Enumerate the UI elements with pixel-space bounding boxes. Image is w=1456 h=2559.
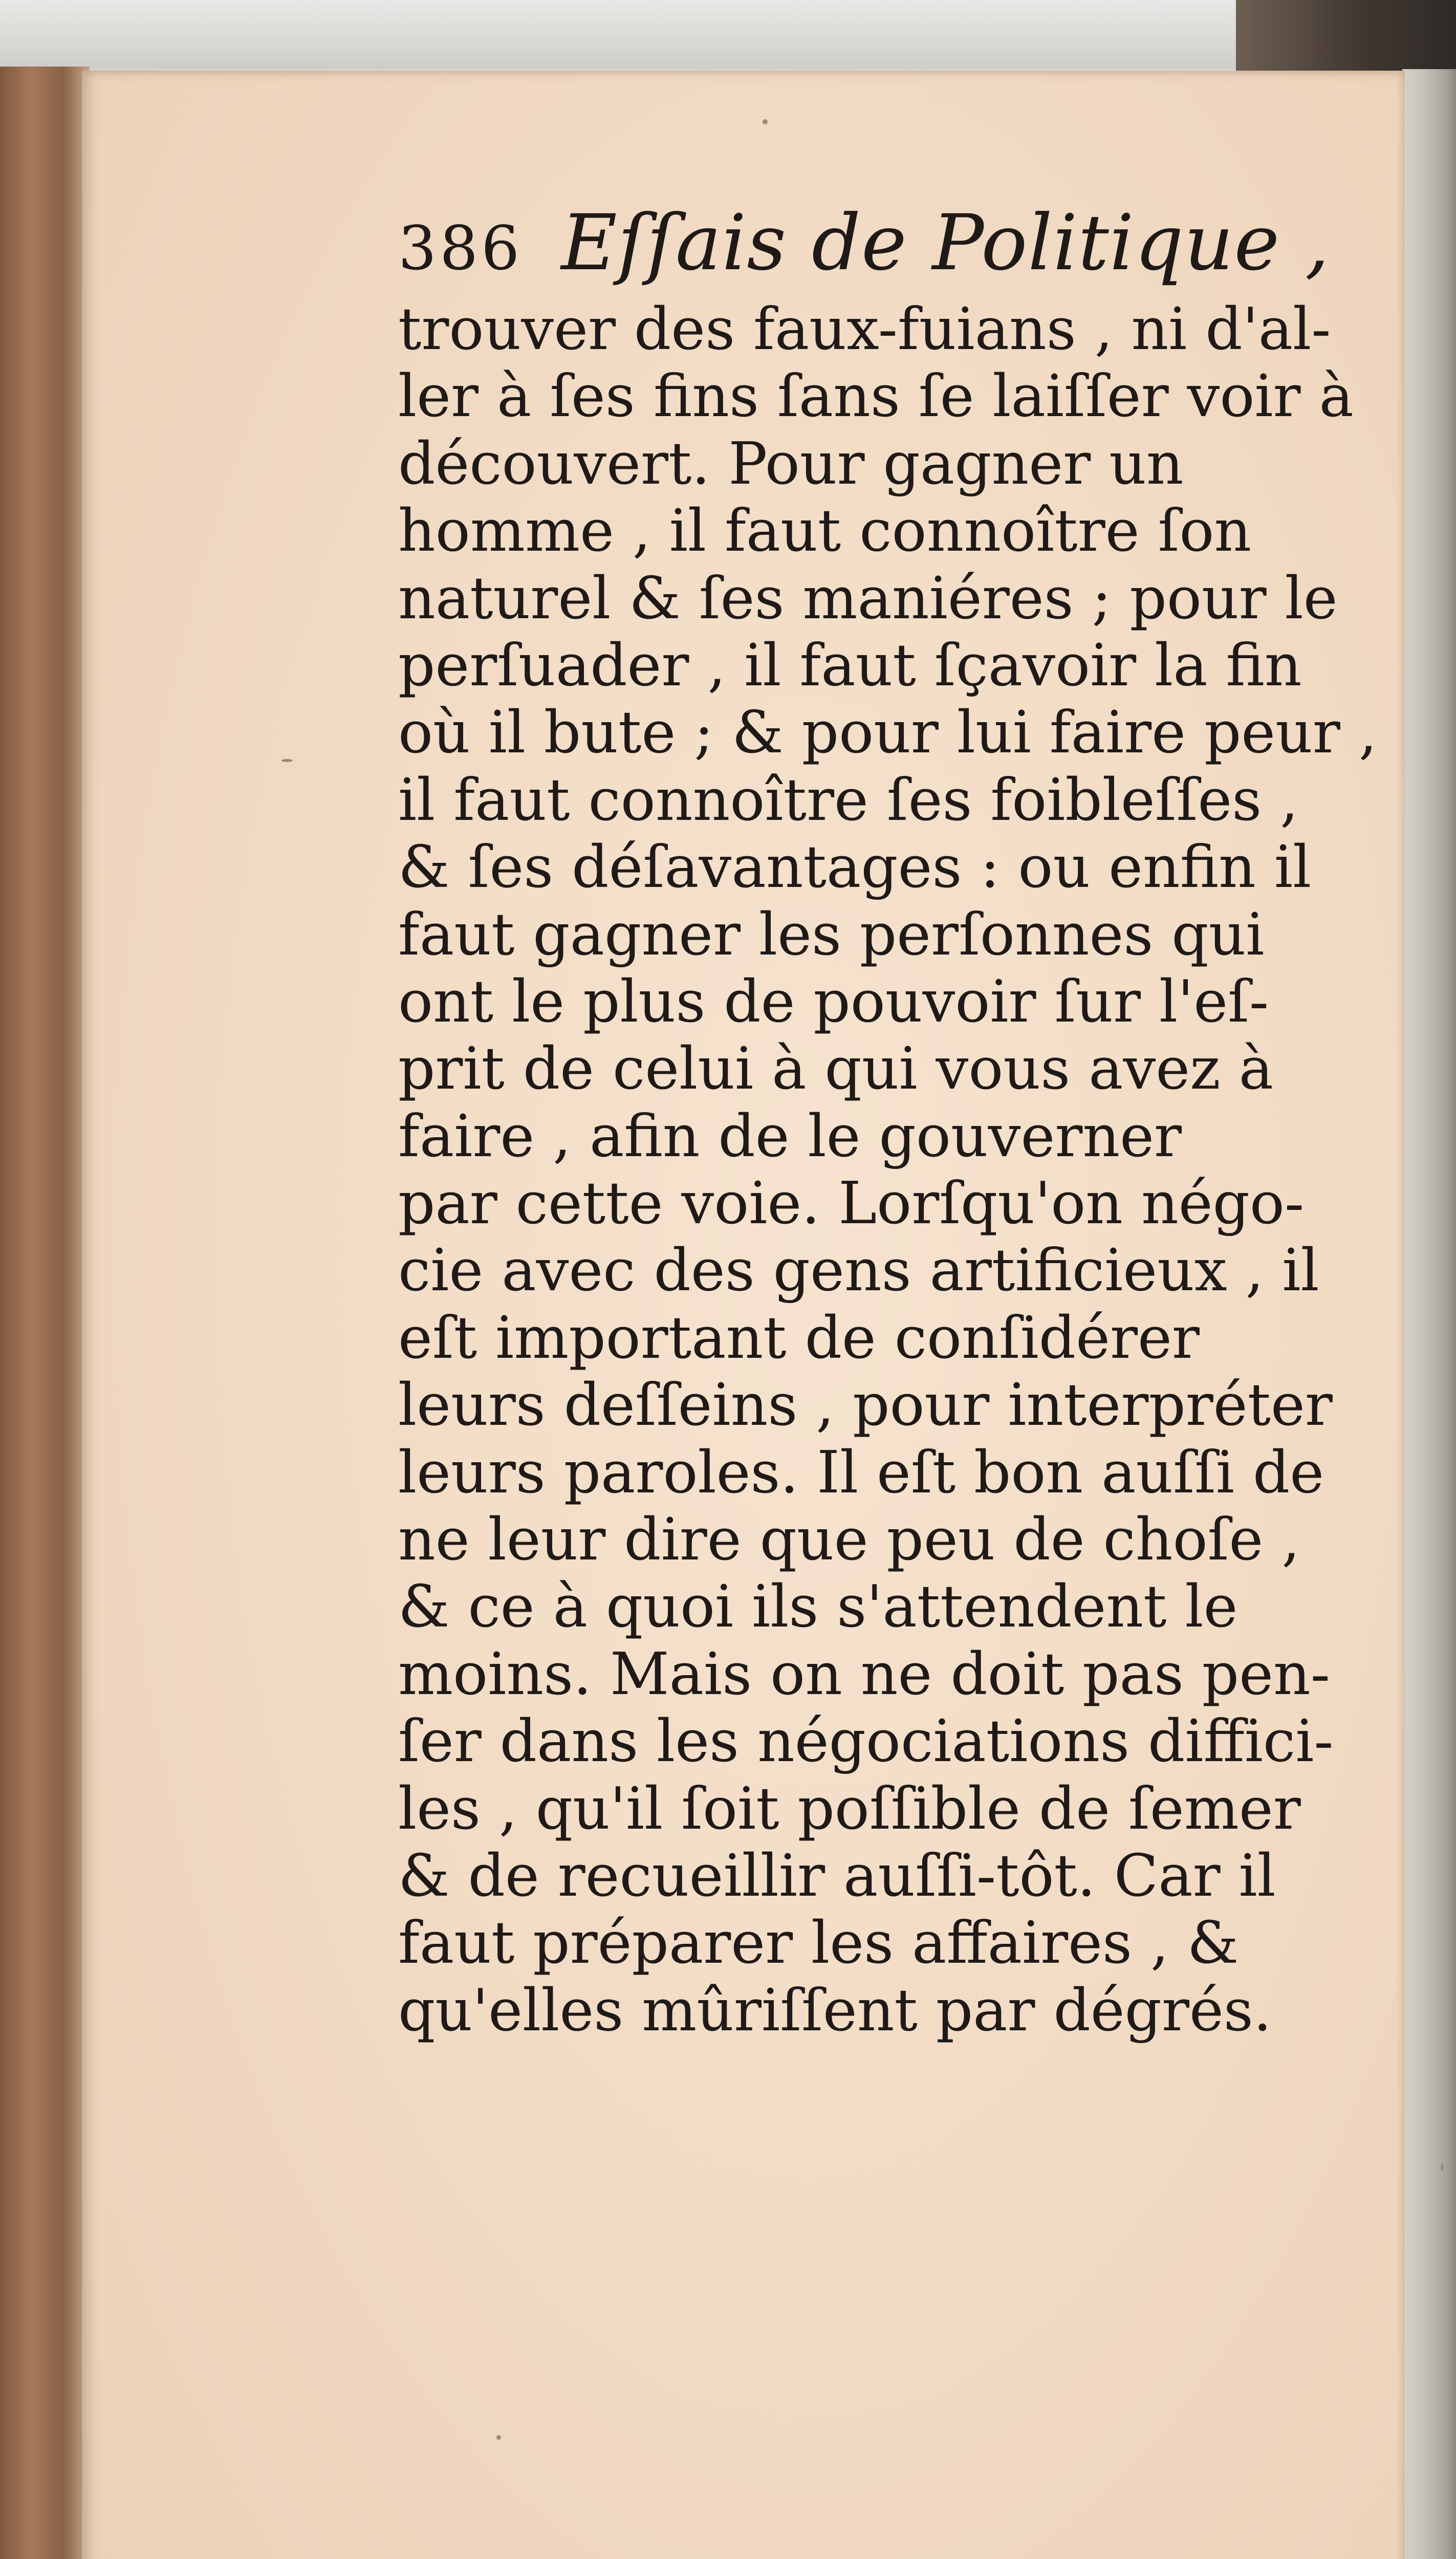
text-line: faire , afin de le gouverner [398,1102,1182,1170]
text-line: cie avec des gens artificieux , il [398,1237,1319,1305]
text-line: ont le plus de pouvoir ſur l'eſ- [398,967,1269,1035]
text-line: il faut connoître ſes foibleſſes , [398,766,1299,834]
text-line: les , qu'il ſoit poſſible de ſemer [398,1774,1301,1842]
text-line: leurs deſſeins , pour interpréter [398,1371,1333,1439]
text-line: faut préparer les affaires , & [398,1909,1239,1977]
text-line: ne leur dire que peu de choſe , [398,1506,1300,1574]
text-line: homme , il faut connoître ſon [398,497,1252,565]
text-line: trouver des faux-fuians , ni d'al- [398,295,1331,363]
text-line: & de recueillir auſſi-tôt. Car il [398,1841,1276,1910]
paper-speck [1441,2164,1444,2171]
text-line: découvert. Pour gagner un [398,429,1184,497]
text-line: prit de celui à qui vous avez à [398,1035,1274,1103]
book-binding-edge [0,67,90,2559]
page-header [398,199,1371,286]
text-line: moins. Mais on ne doit pas pen- [398,1640,1330,1708]
page-number: 386 [398,213,523,284]
body-text [398,295,1377,2044]
paper-speck [763,119,768,124]
text-line: faut gagner les perſonnes qui [398,900,1265,968]
text-line: où il bute ; & pour lui faire peur , [398,699,1377,767]
text-line: & ce à quoi ils s'attendent le [398,1573,1238,1641]
text-line: leurs paroles. Il eſt bon auſſi de [398,1438,1324,1506]
paper-speck [281,759,293,762]
text-line: qu'elles mûriſſent par dégrés. [398,1976,1272,2044]
text-line: perſuader , il faut ſçavoir la fin [398,631,1302,699]
text-line: par cette voie. Lorſqu'on négo- [398,1169,1305,1238]
page-fore-edge [1402,69,1456,2559]
text-line: & ſes déſavantages : ou enfin il [398,833,1312,901]
text-line: eſt important de conſidérer [398,1304,1200,1372]
paper-speck [496,2435,501,2440]
text-line: naturel & ſes maniéres ; pour le [398,564,1338,632]
text-line: ſer dans les négociations diffici- [398,1707,1334,1775]
running-title: Eſſais de Politique , [561,199,1330,288]
text-line: ler à ſes fins ſans ſe laiſſer voir à [398,362,1354,430]
scan-background-top-right [1236,0,1456,72]
